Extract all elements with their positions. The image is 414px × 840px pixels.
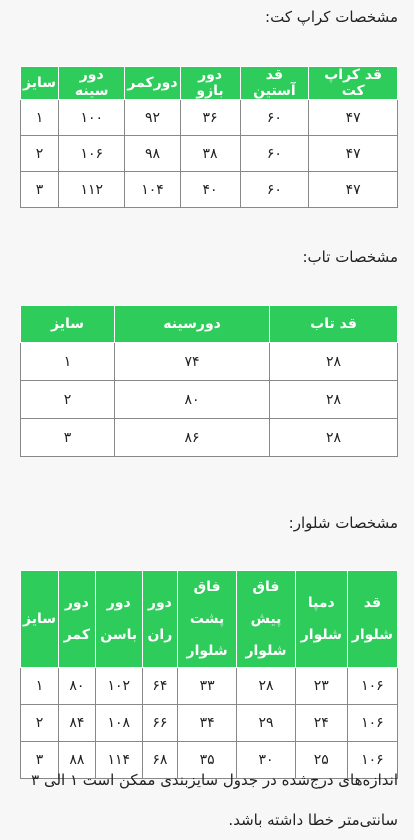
pants-table [20,570,398,779]
table-cell: ۲۸ [270,343,398,381]
table-cell: ۶۰ [240,172,309,208]
table-cell: ۲۸ [237,668,296,705]
table-cell: ۱۰۴ [125,172,180,208]
top-table [20,305,398,457]
table-cell: ۲ [21,381,115,419]
table-cell: ۷۴ [115,343,270,381]
table-cell: ۸۶ [115,419,270,457]
table-cell: ۳ [21,419,115,457]
table-cell: ۶۸ [142,742,177,779]
table-row [21,705,398,742]
header-cell: قد آستین [240,67,309,100]
table-cell: ۶۴ [142,668,177,705]
table-cell: ۱۱۲ [59,172,125,208]
table-cell: ۱۰۶ [347,705,397,742]
table-header-row [21,67,398,100]
table-cell: ۴۰ [180,172,240,208]
header-cell: دور ران [142,571,177,668]
header-cell: دورکمر [125,67,180,100]
table-cell: ۹۸ [125,136,180,172]
table-cell: ۳ [21,172,59,208]
pants-heading: مشخصات شلوار: [288,514,398,532]
table-cell: ۴۷ [309,100,398,136]
table-cell: ۱۰۶ [347,668,397,705]
header-cell: فاق پشت شلوار [177,571,236,668]
table-row [21,343,398,381]
header-cell: فاق پیش شلوار [237,571,296,668]
top-heading: مشخصات تاب: [302,248,398,266]
table-cell: ۱۰۰ [59,100,125,136]
table-row [21,419,398,457]
header-cell: دمپا شلوار [295,571,347,668]
table-cell: ۴۷ [309,172,398,208]
header-cell: قد شلوار [347,571,397,668]
table-cell: ۲۴ [295,705,347,742]
header-cell: دور کمر [59,571,96,668]
table-cell: ۴۷ [309,136,398,172]
table-row [21,381,398,419]
table-cell: ۳۰ [237,742,296,779]
table-row [21,668,398,705]
table-cell: ۱۰۲ [95,668,142,705]
table-cell: ۸۰ [59,668,96,705]
table-cell: ۸۴ [59,705,96,742]
table-cell: ۱ [21,100,59,136]
table-cell: ۳۳ [177,668,236,705]
table-cell: ۸۸ [59,742,96,779]
table-cell: ۲۵ [295,742,347,779]
table-cell: ۲ [21,136,59,172]
table-cell: ۲۹ [237,705,296,742]
table-cell: ۳۶ [180,100,240,136]
header-cell: سایز [21,67,59,100]
table-cell: ۲۳ [295,668,347,705]
header-cell: سایز [21,306,115,343]
table-cell: ۲۸ [270,381,398,419]
table-cell: ۳۸ [180,136,240,172]
table-cell: ۳۵ [177,742,236,779]
table-cell: ۳۴ [177,705,236,742]
table-cell: ۲۸ [270,419,398,457]
table-cell: ۶۶ [142,705,177,742]
crop-jacket-heading: مشخصات کراپ کت: [265,8,398,26]
header-cell: دور سینه [59,67,125,100]
crop-jacket-table [20,66,398,208]
table-cell: ۱۰۶ [59,136,125,172]
table-cell: ۸۰ [115,381,270,419]
header-cell: قد کراپ کت [309,67,398,100]
header-cell: دور باسن [95,571,142,668]
table-cell: ۱۰۸ [95,705,142,742]
table-cell: ۱ [21,668,59,705]
table-row [21,172,398,208]
table-cell: ۱ [21,343,115,381]
table-cell: ۶۰ [240,100,309,136]
table-cell: ۱۰۶ [347,742,397,779]
table-row [21,136,398,172]
table-cell: ۱۱۴ [95,742,142,779]
header-cell: دورسینه [115,306,270,343]
header-cell: سایز [21,571,59,668]
table-header-row [21,306,398,343]
header-cell: قد تاب [270,306,398,343]
table-cell: ۹۲ [125,100,180,136]
table-row [21,100,398,136]
header-cell: دور بازو [180,67,240,100]
table-cell: ۲ [21,705,59,742]
table-cell: ۶۰ [240,136,309,172]
size-tolerance-note: اندازه‌های درج‌شده در جدول سایزبندی ممکن است ۱ الی ۳ سانتی‌متر خطا داشته باشد. [31,771,398,829]
table-cell: ۳ [21,742,59,779]
table-header-row [21,571,398,668]
